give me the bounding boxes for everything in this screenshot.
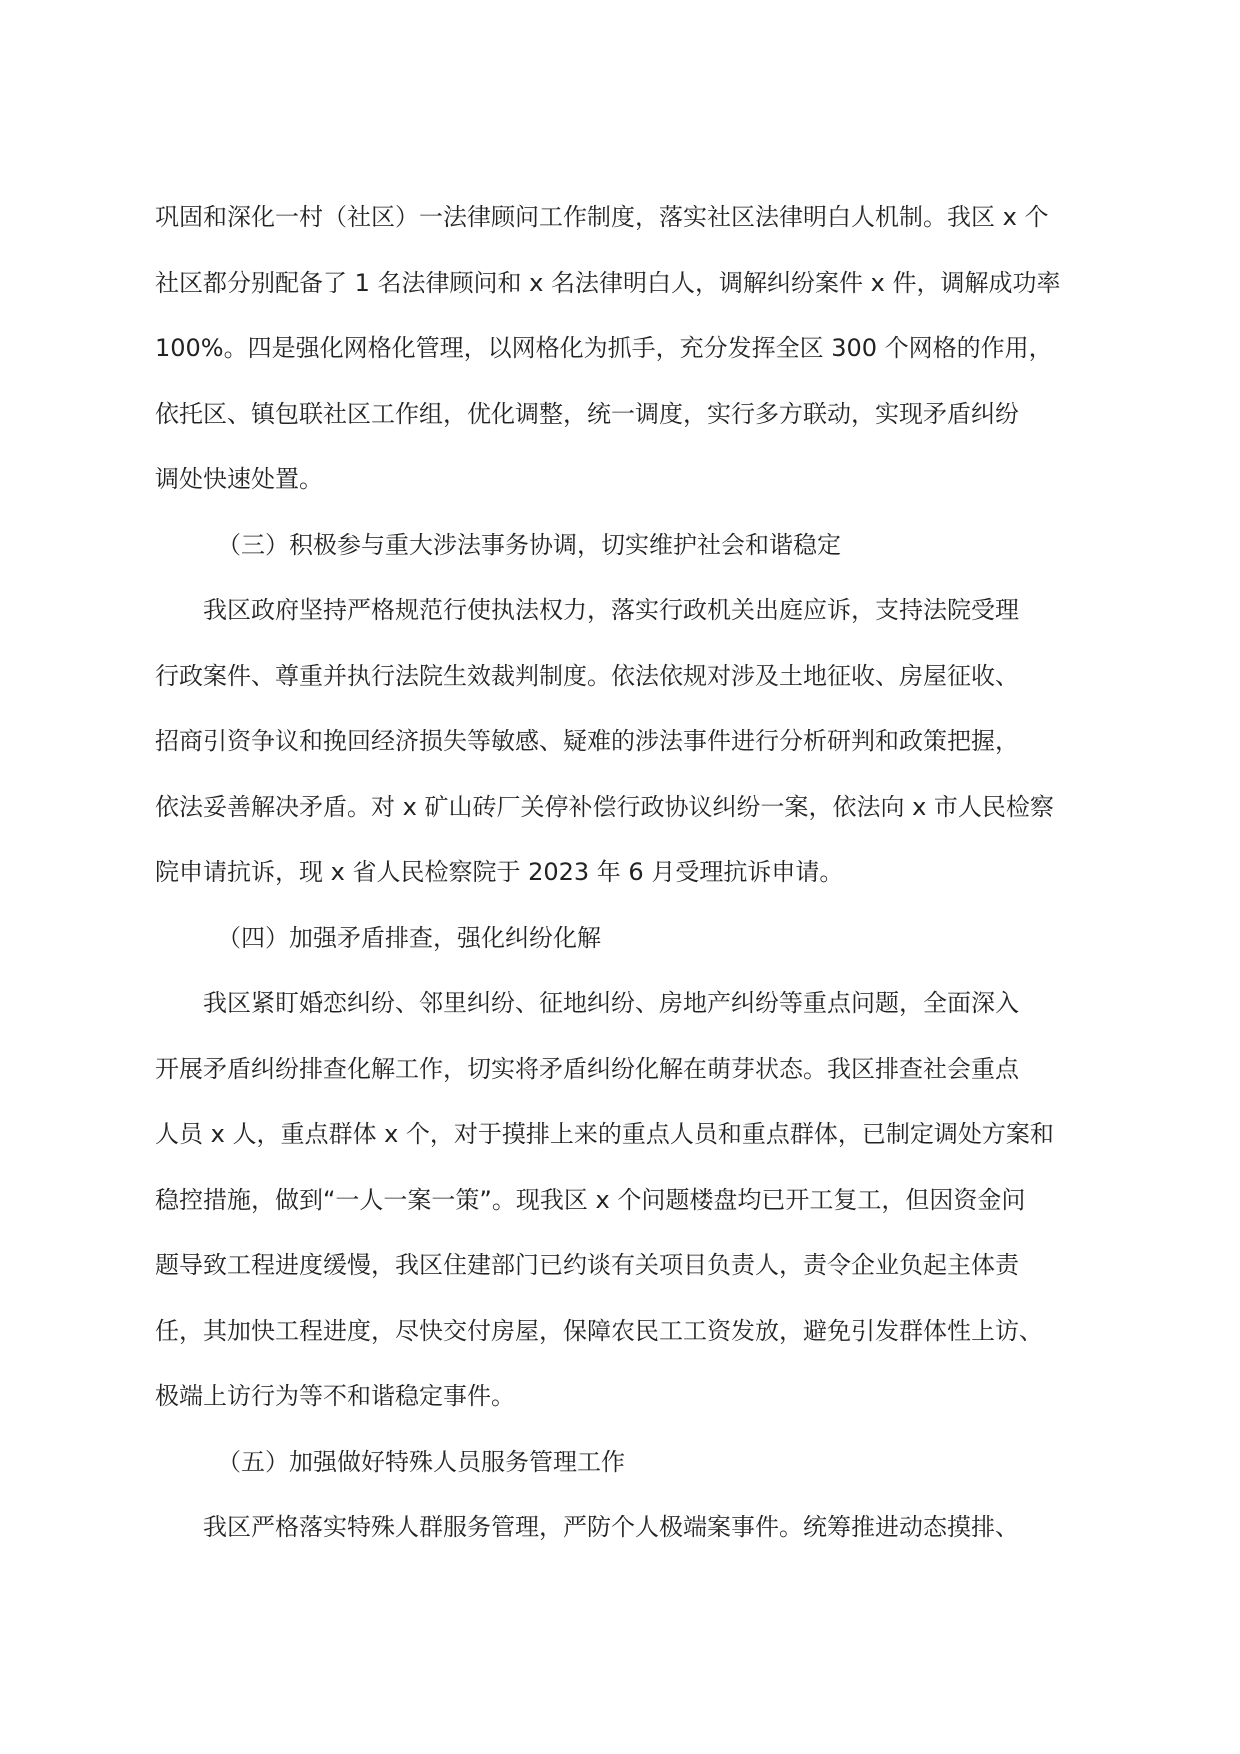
body-text-line: 人员 x 人，重点群体 x 个，对于摸排上来的重点人员和重点群体，已制定调处方案和	[155, 1120, 1054, 1148]
paragraph-start-line: 我区紧盯婚恋纠纷、邻里纠纷、征地纠纷、房地产纠纷等重点问题，全面深入	[203, 989, 1019, 1017]
section-heading-5: （五）加强做好特殊人员服务管理工作	[217, 1447, 625, 1476]
paragraph-start-line: 我区政府坚持严格规范行使执法权力，落实行政机关出庭应诉，支持法院受理	[203, 596, 1019, 624]
body-text-line: 任，其加快工程进度，尽快交付房屋，保障农民工工资发放，避免引发群体性上访、	[155, 1316, 1043, 1345]
section-heading-4: （四）加强矛盾排查，强化纠纷化解	[217, 923, 601, 952]
body-text-line: 100%。四是强化网格化管理，以网格化为抓手，充分发挥全区 300 个网格的作用，	[155, 334, 1053, 362]
section-heading-3: （三）积极参与重大涉法事务协调，切实维护社会和谐稳定	[217, 530, 841, 559]
body-text-line: 稳控措施，做到“一人一案一策”。现我区 x 个问题楼盘均已开工复工，但因资金问	[155, 1185, 1026, 1214]
paragraph-start-line: 我区严格落实特殊人群服务管理，严防个人极端案事件。统筹推进动态摸排、	[203, 1513, 1019, 1541]
body-text-line: 调处快速处置。	[155, 465, 323, 493]
body-text-line: 开展矛盾纠纷排查化解工作，切实将矛盾纠纷化解在萌芽状态。我区排查社会重点	[155, 1054, 1019, 1083]
body-text-line: 依法妥善解决矛盾。对 x 矿山砖厂关停补偿行政协议纠纷一案，依法向 x 市人民检察	[155, 792, 1054, 821]
document-page	[155, 185, 1085, 1561]
body-text-line: 社区都分别配备了 1 名法律顾问和 x 名法律明白人，调解纠纷案件 x 件，调解成功率	[155, 268, 1061, 297]
body-text-line: 依托区、镇包联社区工作组，优化调整，统一调度，实行多方联动，实现矛盾纠纷	[155, 399, 1019, 428]
body-text-line: 极端上访行为等不和谐稳定事件。	[155, 1382, 515, 1410]
body-text-line: 巩固和深化一村（社区）一法律顾问工作制度，落实社区法律明白人机制。我区 x 个	[155, 203, 1049, 231]
body-text-line: 题导致工程进度缓慢，我区住建部门已约谈有关项目负责人，责令企业负起主体责	[155, 1251, 1019, 1279]
body-text-line: 院申请抗诉，现 x 省人民检察院于 2023 年 6 月受理抗诉申请。	[155, 858, 844, 886]
body-text-line: 行政案件、尊重并执行法院生效裁判制度。依法依规对涉及土地征收、房屋征收、	[155, 661, 1019, 690]
body-text-line: 招商引资争议和挽回经济损失等敏感、疑难的涉法事件进行分析研判和政策把握，	[155, 727, 1019, 755]
